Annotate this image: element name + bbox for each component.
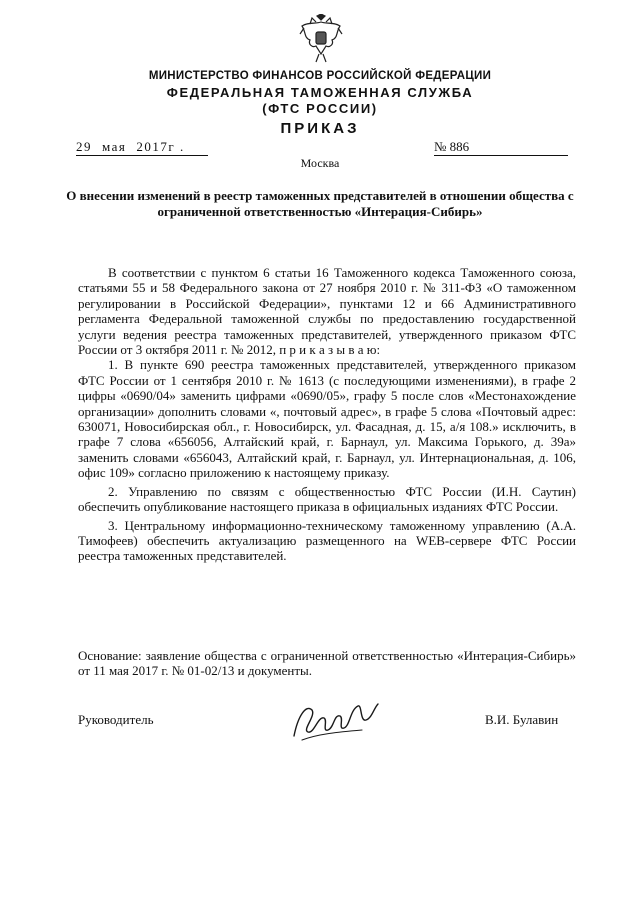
order-day: 29 <box>76 139 92 154</box>
ministry-name: МИНИСТЕРСТВО ФИНАНСОВ РОССИЙСКОЙ ФЕДЕРАЦИИ <box>148 70 492 82</box>
service-line-1: ФЕДЕРАЛЬНАЯ ТАМОЖЕННАЯ СЛУЖБА <box>166 85 474 100</box>
signer-name: В.И. Булавин <box>485 712 559 727</box>
basis-paragraph: Основание: заявление общества с ограниченной ответственностью «Интерация-Сибирь» от 11 мая 2017 г. № 01-02/13 и документы. <box>78 648 576 679</box>
document-body <box>78 265 576 564</box>
service-name <box>0 85 640 117</box>
item-2: 2. Управлению по связям с общественностью ФТС России (И.Н. Саутин) обеспечить опубликование настоящего приказа в официальных изданиях ФТС России. <box>78 483 576 515</box>
item-1: 1. В пункте 690 реестра таможенных представителей, утвержденного приказом ФТС России от 1 сентября 2010 г. № 1613 (с последующими изменениями), в графе 2 цифры «0690/04» заменить цифрами «0690/05», графу 5 после слов «Местонахождение организации» дополнить словами «, почтовый адрес», в графе 5 слова «Почтовый адрес: 630071, Новосибирская обл., г. Новосибирск, ул. Фасадная, д. 15, а/я 108.» исключить, в графе 7 слова «656056, Алтайский край, г. Барнаул, ул. Максима Горького, д. 39а» заменить словами «656043, Алтайский край, г. Барнаул, ул. Интернациональная, д. 106, офис 109» согласно приложению к настоящему приказу. <box>78 357 576 481</box>
document-type: ПРИКАЗ <box>280 120 360 137</box>
russian-coat-of-arms-icon <box>298 14 344 64</box>
order-year: 2017г . <box>136 139 185 154</box>
item-3: 3. Центральному информационно-техническому таможенному управлению (А.А. Тимофеев) обеспечить актуализацию размещенного на WEB-сервере ФТС России реестра таможенных представителей. <box>78 517 576 564</box>
signer-title: Руководитель <box>78 712 154 727</box>
handwritten-signature-icon <box>288 696 383 744</box>
order-date <box>76 139 208 156</box>
intro-paragraph: В соответствии с пунктом 6 статьи 16 Таможенного кодекса Таможенного союза, статьями 55 и 58 Федерального закона от 27 ноября 2010 г. № 311-ФЗ «О таможенном регулировании в Российской Федерации», пунктами 12 и 66 Административного регламента Федеральной таможенной службы по предоставлению государственной услуги ведения реестра таможенных представителей, утвержденного приказом ФТС России от 3 октября 2011 г. № 2012, п р и к а з ы в а ю: <box>78 265 576 358</box>
service-line-2: (ФТС РОССИИ) <box>262 101 378 116</box>
issue-city: Москва <box>300 156 340 170</box>
order-month: мая <box>102 139 127 154</box>
order-number: № 886 <box>434 139 568 156</box>
document-title: О внесении изменений в реестр таможенных представителей в отношении общества с ограниченной ответственностью «Интерация-Сибирь» <box>66 188 574 219</box>
